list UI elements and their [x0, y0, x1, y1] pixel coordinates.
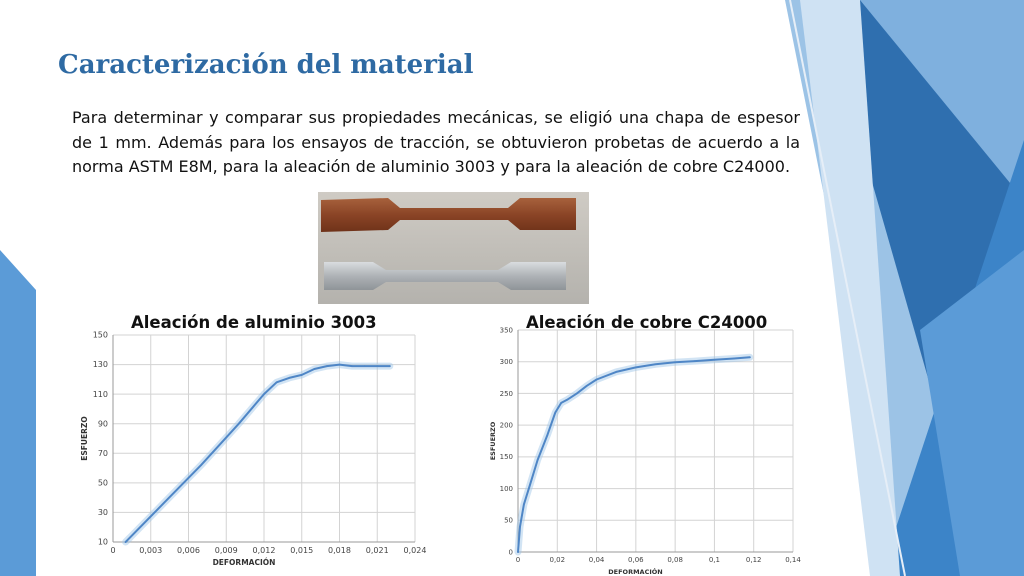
y-tick-label: 110: [92, 389, 108, 399]
y-tick-label: 350: [499, 326, 513, 335]
y-tick-label: 50: [97, 478, 108, 488]
data-point: [339, 364, 341, 366]
data-point: [547, 434, 549, 436]
chart-title-aluminum: Aleación de aluminio 3003: [131, 313, 377, 332]
x-tick-label: 0,003: [139, 546, 163, 555]
x-tick-label: 0,14: [785, 556, 801, 564]
chart-copper: [485, 322, 805, 576]
y-tick-label: 130: [92, 360, 108, 370]
data-point: [326, 365, 328, 367]
x-tick-label: 0,02: [549, 556, 566, 564]
x-tick-label: 0,018: [328, 546, 351, 555]
x-tick-label: 0,08: [667, 556, 683, 564]
y-axis-title: ESFUERZO: [489, 421, 497, 461]
x-tick-label: 0,04: [588, 556, 605, 564]
x-tick-label: 0,015: [290, 546, 314, 555]
data-point: [314, 368, 316, 370]
x-tick-label: 0,006: [177, 546, 200, 555]
data-point: [733, 358, 735, 360]
y-axis-title: ESFUERZO: [80, 416, 89, 461]
data-point: [364, 365, 366, 367]
data-point: [125, 541, 127, 543]
data-point: [263, 393, 265, 395]
data-point: [238, 423, 240, 425]
y-tick-label: 150: [92, 330, 108, 340]
data-point: [555, 412, 557, 414]
data-point: [523, 504, 525, 506]
data-point: [674, 362, 676, 364]
x-tick-label: 0: [515, 556, 521, 564]
series-line: [518, 357, 750, 552]
data-point: [566, 399, 568, 401]
data-point: [276, 382, 278, 384]
data-point: [694, 360, 696, 362]
data-point: [351, 365, 353, 367]
data-point: [596, 379, 598, 381]
x-tick-label: 0: [110, 546, 116, 555]
x-tick-label: 0,021: [365, 546, 389, 555]
specimens-photo: [318, 192, 589, 304]
y-tick-label: 30: [97, 508, 108, 518]
y-tick-label: 50: [504, 516, 513, 525]
y-tick-label: 0: [508, 548, 513, 557]
facet-left: [0, 250, 36, 576]
data-point: [519, 526, 521, 528]
data-point: [714, 359, 716, 361]
x-axis-title: DEFORMACIÓN: [212, 558, 276, 567]
x-axis-title: DEFORMACIÓN: [608, 568, 663, 576]
data-point: [615, 371, 617, 373]
data-point: [376, 365, 378, 367]
y-tick-label: 70: [97, 448, 108, 458]
data-point: [301, 374, 303, 376]
data-point: [163, 503, 165, 505]
data-point: [200, 464, 202, 466]
data-point: [655, 363, 657, 365]
chart-title-copper: Aleación de cobre C24000: [526, 313, 768, 332]
data-point: [537, 459, 539, 461]
data-point: [749, 356, 751, 358]
data-point: [560, 402, 562, 404]
x-tick-label: 0,1: [708, 556, 720, 564]
y-tick-label: 250: [499, 389, 513, 398]
x-tick-label: 0,12: [745, 556, 762, 564]
slide-title: Caracterización del material: [58, 50, 474, 80]
data-point: [517, 551, 519, 553]
description-paragraph: Para determinar y comparar sus propiedades mecánicas, se eligió una chapa de espesor de 1 mm. Además para los ensayos de tracción, se obtuvieron probetas de acuerdo a la norma ASTM E8M, para la aleación de aluminio 3003 y para la aleación de cobre C24000.: [72, 108, 800, 176]
data-point: [288, 377, 290, 379]
data-point: [576, 393, 578, 395]
series-glow: [518, 357, 750, 552]
y-tick-label: 150: [499, 453, 513, 462]
y-tick-label: 10: [97, 537, 108, 547]
data-point: [389, 365, 391, 367]
data-point: [529, 485, 531, 487]
y-tick-label: 300: [499, 358, 513, 367]
x-tick-label: 0,06: [628, 556, 644, 564]
x-tick-label: 0,009: [214, 546, 238, 555]
chart-aluminum: [75, 322, 435, 576]
y-tick-label: 90: [97, 419, 108, 429]
data-point: [635, 367, 637, 369]
y-tick-label: 200: [499, 421, 513, 430]
x-tick-label: 0,012: [252, 546, 276, 555]
y-tick-label: 100: [499, 484, 513, 493]
data-point: [586, 385, 588, 387]
x-tick-label: 0,024: [403, 546, 427, 555]
